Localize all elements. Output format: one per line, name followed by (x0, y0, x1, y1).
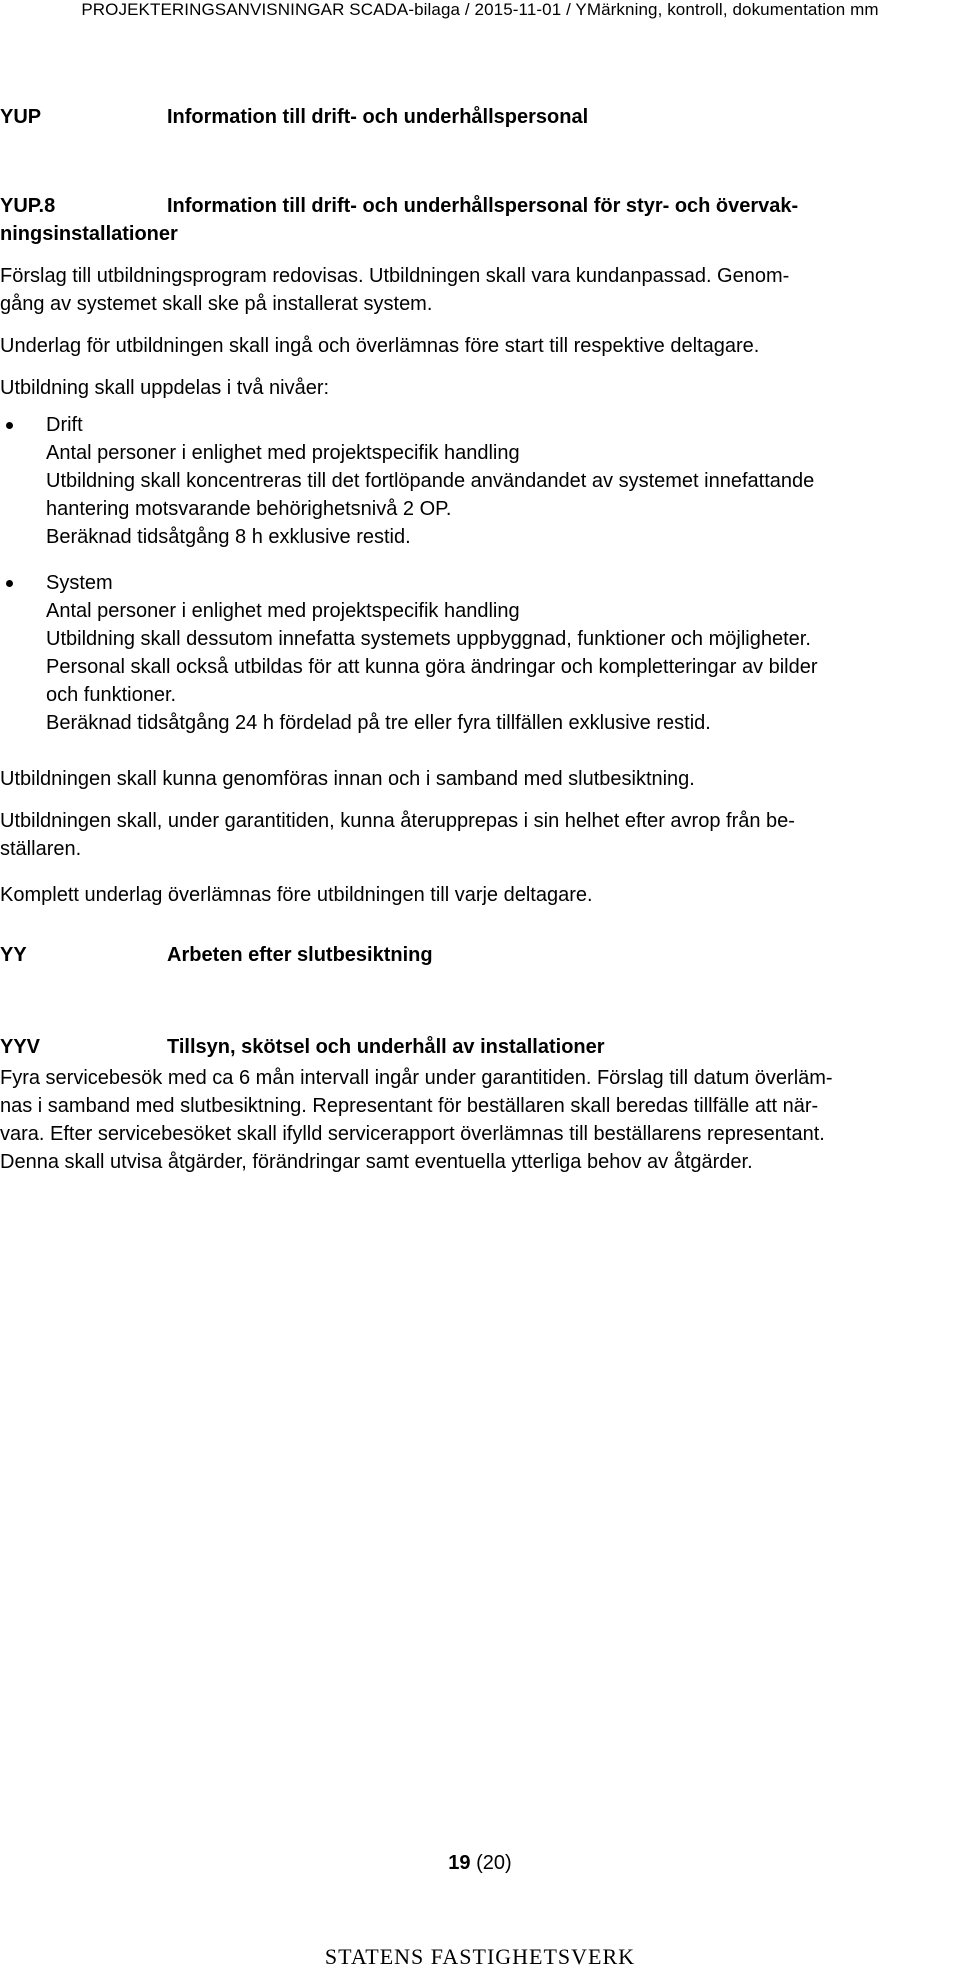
section-title-continued: ningsinstallationer (0, 223, 178, 245)
text-line: Antal personer i enlighet med projektspecifik handling (46, 442, 520, 464)
text-line: Personal skall också utbildas för att kunna göra ändringar och kompletteringar av bilder (46, 656, 818, 678)
paragraph-garantitid (0, 807, 955, 863)
bullet-icon (6, 580, 13, 587)
paragraph-underlag (0, 332, 955, 360)
text-line: Utbildning skall uppdelas i två nivåer: (0, 377, 330, 399)
paragraph-servicebesok (0, 1064, 955, 1176)
text-line: Utbildning skall koncentreras till det fortlöpande användandet av systemet innefattande (46, 470, 815, 492)
section-heading-yup8 (0, 192, 930, 248)
text-line: gång av systemet skall ske på installerat system. (0, 293, 433, 315)
text-line: Utbildning skall dessutom innefatta systemets uppbyggnad, funktioner och möjligheter. (46, 628, 811, 650)
text-line: Drift (46, 414, 83, 436)
section-title: Information till drift- och underhållspersonal (167, 106, 589, 128)
text-line: vara. Efter servicebesöket skall ifylld servicerapport överlämnas till beställarens representant. (0, 1123, 825, 1145)
text-line: nas i samband med slutbesiktning. Representant för beställaren skall beredas tillfälle att när- (0, 1095, 819, 1117)
text-line: Komplett underlag överlämnas före utbildningen till varje deltagare. (0, 884, 593, 906)
section-title: Tillsyn, skötsel och underhåll av installationer (167, 1036, 605, 1058)
list-item-body (46, 569, 946, 737)
text-line: ställaren. (0, 838, 82, 860)
text-line: Beräknad tidsåtgång 8 h exklusive restid. (46, 526, 411, 548)
text-line: Denna skall utvisa åtgärder, förändringar samt eventuella ytterliga behov av åtgärder. (0, 1151, 753, 1173)
page-number (0, 1850, 960, 1876)
footer-logo: STATENS FASTIGHETSVERK (324, 1944, 636, 1969)
paragraph-slutbesiktning (0, 765, 955, 793)
running-header: PROJEKTERINGSANVISNINGAR SCADA-bilaga / 2015-11-01 / YMärkning, kontroll, dokumentation mm (81, 0, 879, 19)
section-code: YY (0, 944, 27, 966)
text-line: Utbildningen skall kunna genomföras innan och i samband med slutbesiktning. (0, 768, 695, 790)
paragraph-komplett (0, 881, 955, 909)
page-current: 19 (448, 1852, 471, 1874)
text-line: Underlag för utbildningen skall ingå och överlämnas före start till respektive deltagare. (0, 335, 760, 357)
paragraph-intro (0, 262, 955, 318)
text-line: hantering motsvarande behörighetsnivå 2 OP. (46, 498, 452, 520)
section-title: Information till drift- och underhållspersonal för styr- och övervak- (167, 195, 799, 217)
text-line: System (46, 572, 113, 594)
text-line: Antal personer i enlighet med projektspecifik handling (46, 600, 520, 622)
section-code: YYV (0, 1036, 41, 1058)
bullet-icon (6, 422, 13, 429)
text-line: Förslag till utbildningsprogram redovisas. Utbildningen skall vara kundanpassad. Genom- (0, 265, 790, 287)
section-code: YUP (0, 106, 42, 128)
section-title: Arbeten efter slutbesiktning (167, 944, 433, 966)
text-line: Fyra servicebesök med ca 6 mån intervall ingår under garantitiden. Förslag till datum överläm- (0, 1067, 833, 1089)
page-total: (20) (476, 1852, 512, 1874)
text-line: Beräknad tidsåtgång 24 h fördelad på tre eller fyra tillfällen exklusive restid. (46, 712, 711, 734)
list-item-body (46, 411, 946, 551)
text-line: och funktioner. (46, 684, 177, 706)
text-line: Utbildningen skall, under garantitiden, kunna återupprepas i sin helhet efter avrop från be- (0, 810, 795, 832)
section-code: YUP.8 (0, 195, 56, 217)
paragraph-levels (0, 374, 955, 402)
